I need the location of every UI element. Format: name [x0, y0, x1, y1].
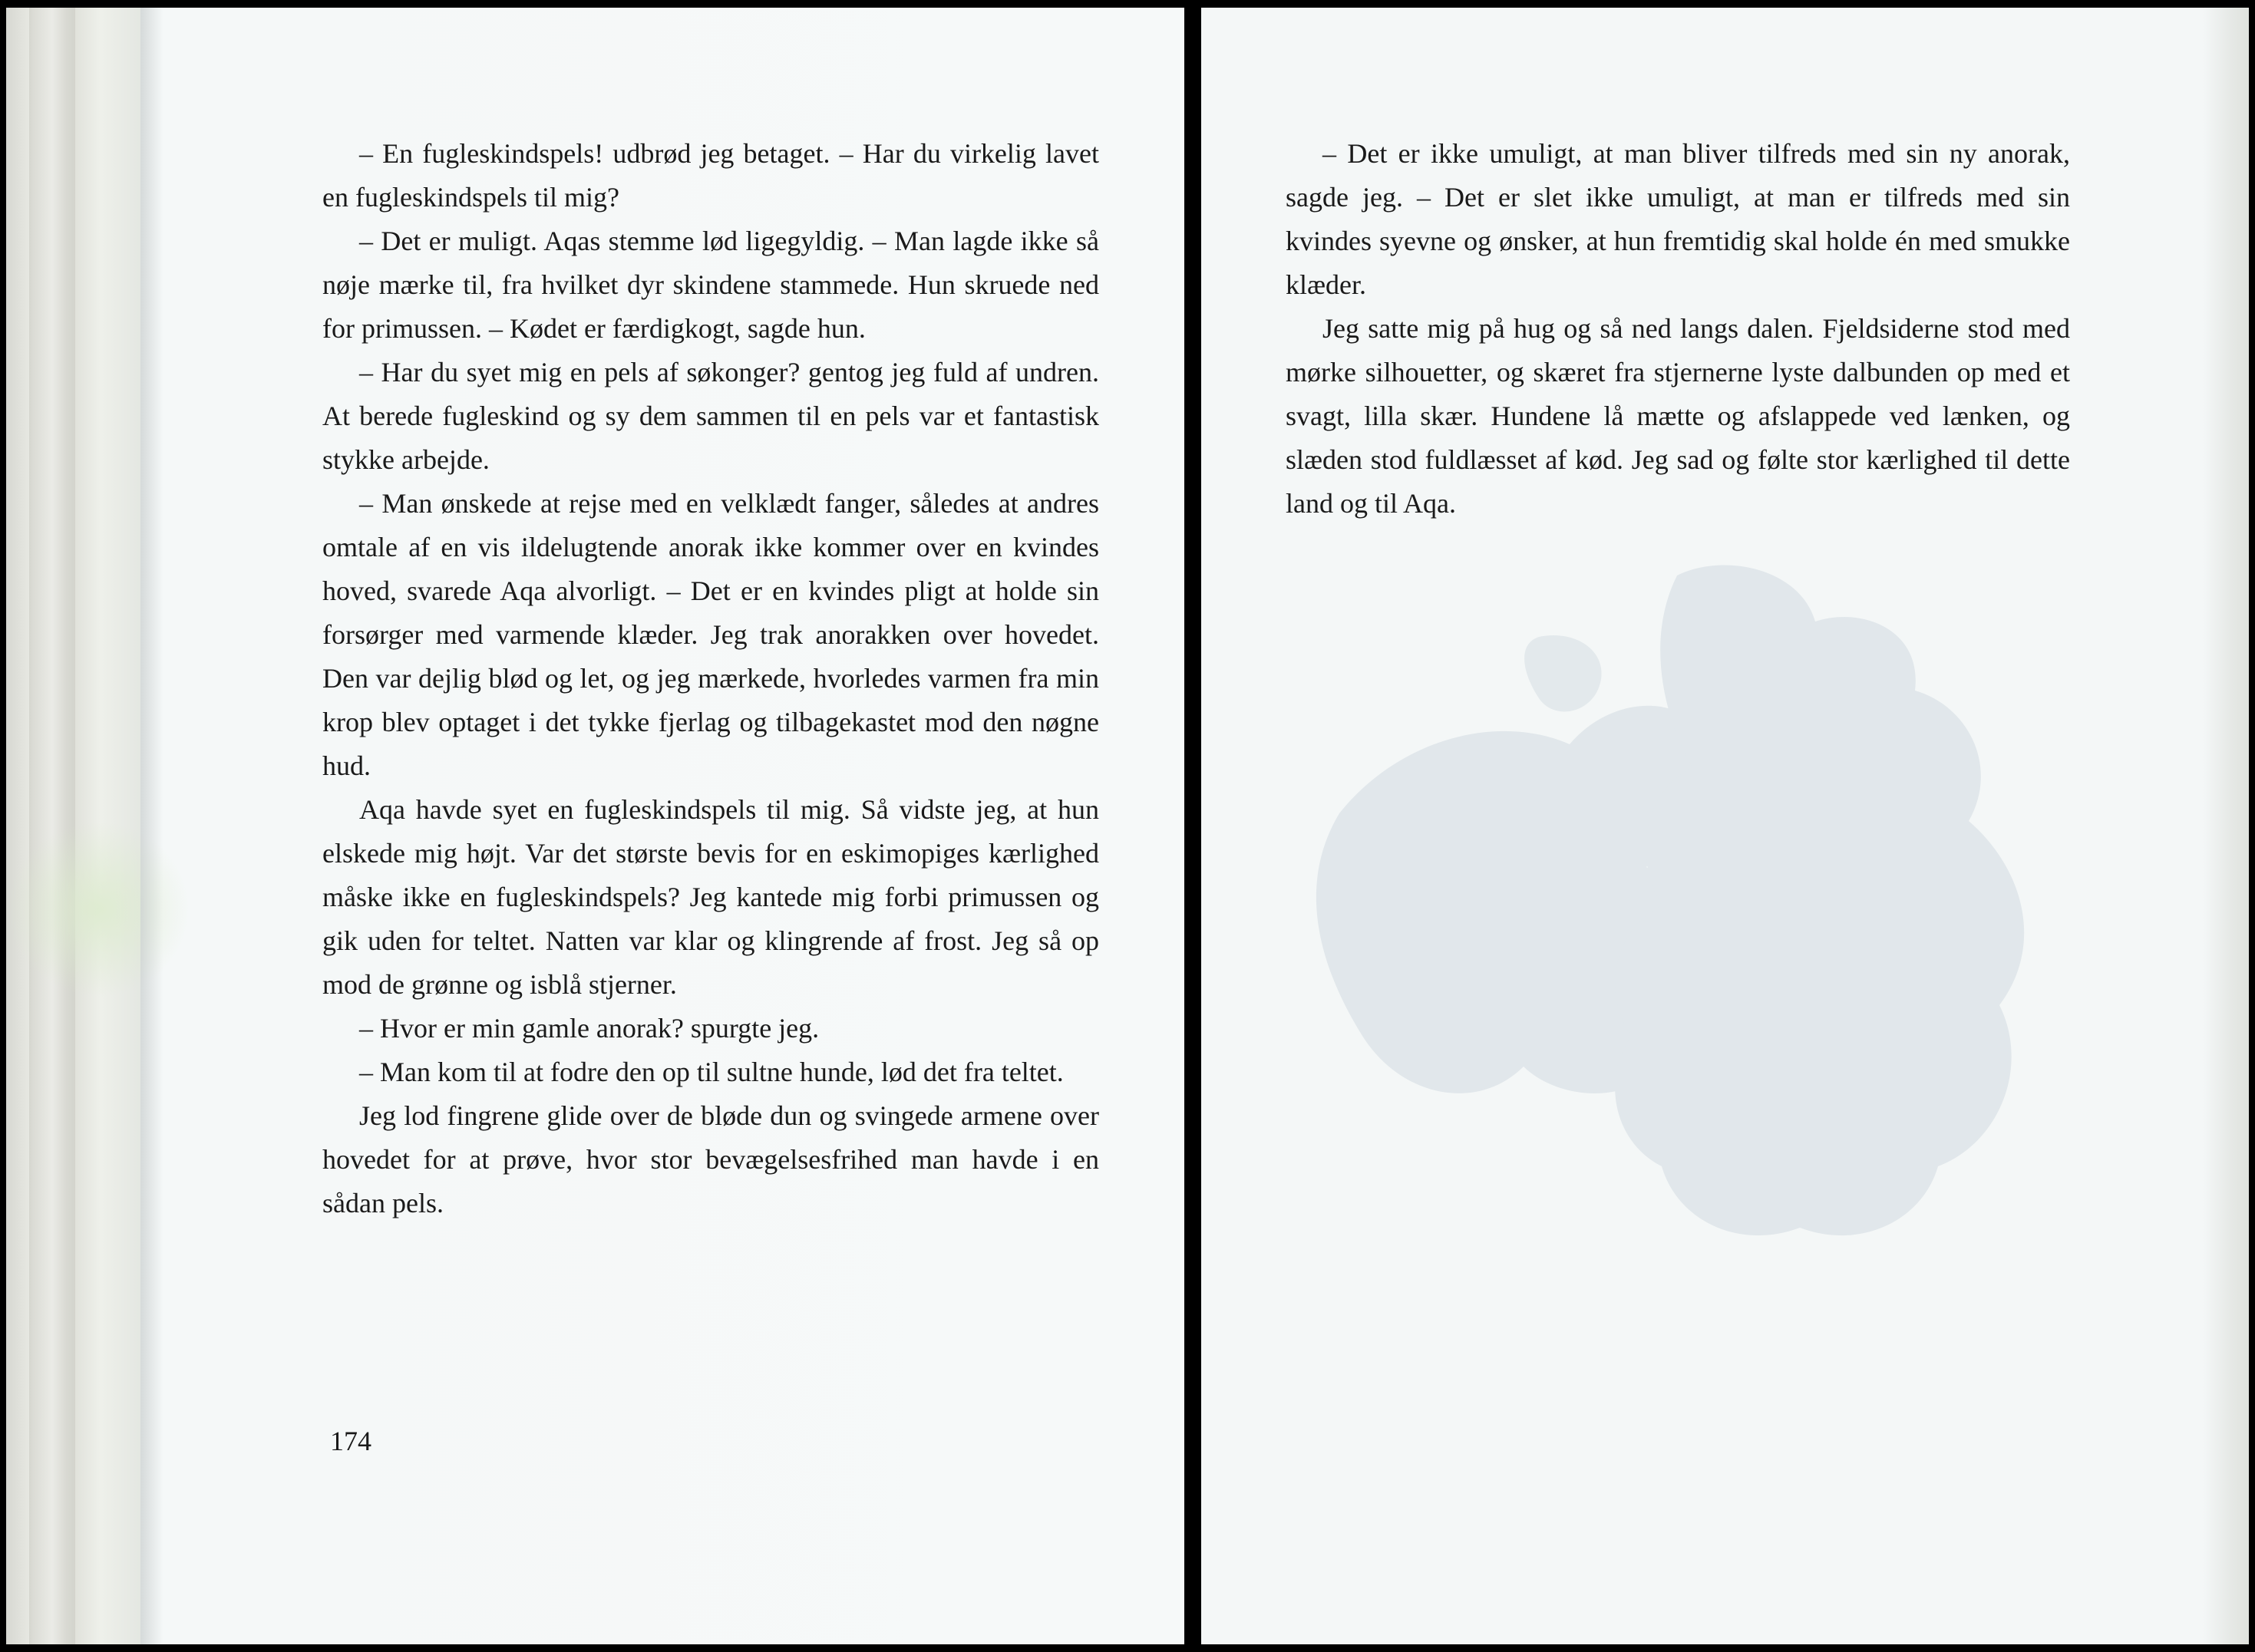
right-page-margin	[2203, 8, 2249, 1644]
show-through-illustration	[1247, 560, 2130, 1327]
page-edge-shadow	[140, 8, 163, 1644]
paragraph: – Det er ikke umuligt, at man bliver tilfreds med sin ny anorak, sagde jeg. – Det er slet ikke umuligt, at man er tilfreds med sin kvindes syevne og ønsker, at hun fremtidig skal holde én med smukke klæder.	[1286, 138, 2070, 300]
left-page-text	[322, 132, 1099, 1225]
paragraph: Jeg lod fingrene glide over de bløde dun og svingede armene over hovedet for at prøve, hvor stor bevægelsesfrihed man havde i en sådan pels.	[322, 1100, 1099, 1218]
book-page-edge	[6, 8, 140, 1644]
right-page-text	[1286, 132, 2070, 526]
paragraph: Jeg satte mig på hug og så ned langs dalen. Fjeldsiderne stod med mørke silhouetter, og skæret fra stjernerne lyste dalbunden op med et svagt, lilla skær. Hundene lå mætte og afslappede ved lænken, og slæden stod fuldlæsset af kød. Jeg sad og følte stor kærlighed til dette land og til Aqa.	[1286, 313, 2070, 519]
paragraph: Aqa havde syet en fugleskindspels til mig. Så vidste jeg, at hun elskede mig højt. Var det største bevis for en eskimopiges kærlighed måske ikke en fugleskindspels? Jeg kantede mig forbi primussen og gik uden for teltet. Natten var klar og klingrende af frost. Jeg så op mod de grønne og isblå stjerner.	[322, 794, 1099, 1000]
page-number: 174	[330, 1426, 371, 1456]
paragraph: – Hvor er min gamle anorak? spurgte jeg.	[359, 1013, 820, 1044]
paragraph: – En fugleskindspels! udbrød jeg betaget. – Har du virkelig lavet en fugleskindspels til mig?	[322, 138, 1099, 213]
paragraph: – Det er muligt. Aqas stemme lød ligegyldig. – Man lagde ikke så nøje mærke til, fra hvilket dyr skindene stammede. Hun skruede ned for primussen. – Kødet er færdigkogt, sagde hun.	[322, 226, 1099, 344]
left-page	[6, 8, 1184, 1644]
paragraph: – Har du syet mig en pels af søkonger? gentog jeg fuld af undren. At berede fugleskind og sy dem sammen til en pels var et fantastisk stykke arbejde.	[322, 357, 1099, 475]
right-page	[1201, 8, 2249, 1644]
paragraph: – Man kom til at fodre den op til sultne hunde, lød det fra teltet.	[359, 1057, 1064, 1087]
paragraph: – Man ønskede at rejse med en velklædt fanger, således at andres omtale af en vis ildelugtende anorak ikke kommer over en kvindes hoved, svarede Aqa alvorligt. – Det er en kvindes pligt at holde sin forsørger med varmende klæder. Jeg trak anorakken over hovedet. Den var dejlig blød og let, og jeg mærkede, hvorledes varmen fra min krop blev optaget i det tykke fjerlag og tilbagekastet mod den nøgne hud.	[322, 488, 1099, 781]
page-gutter	[1184, 0, 1201, 1652]
